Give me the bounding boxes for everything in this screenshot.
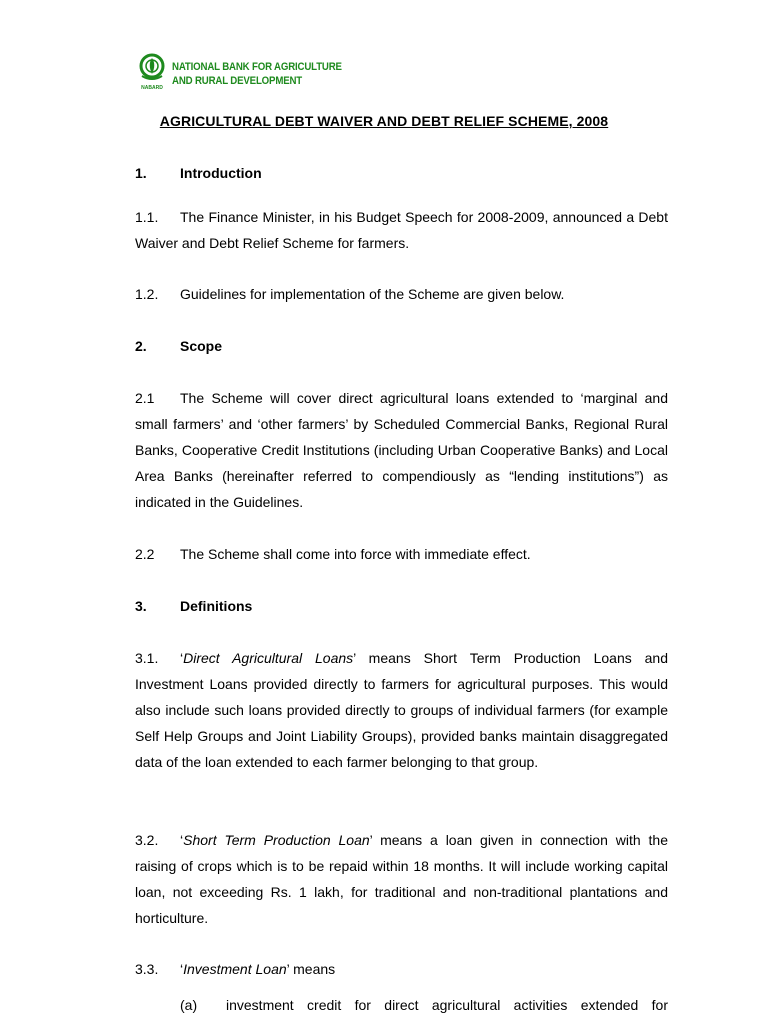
- document-title: AGRICULTURAL DEBT WAIVER AND DEBT RELIEF SCHEME, 2008: [159, 113, 609, 129]
- paragraph-2-2: 2.2 The Scheme shall come into force with immediate effect.: [135, 546, 531, 562]
- organization-name: [172, 60, 342, 88]
- section-3-heading: 3. Definitions: [135, 598, 253, 614]
- paragraph-1-1: 1.1. The Finance Minister, in his Budget Speech for 2008-2009, announced a Debt Waiver and Debt Relief Scheme for farmers.: [135, 209, 668, 251]
- term-short-term-production-loan: Short Term Production Loan: [183, 832, 370, 848]
- term-direct-agricultural-loans: Direct Agricultural Loans: [183, 650, 354, 666]
- paragraph-3-1: 3.1. ‘Direct Agricultural Loans’ means Short Term Production Loans and Investment Loans provided directly to farmers for agricultural purposes. This would also include such loans provided directly to groups of individual farmers (for example Self Help Groups and Joint Liability Groups), provided banks maintain disaggregated data of the loan extended to each farmer belonging to that group.: [135, 650, 669, 770]
- logo-caption: NABARD: [141, 85, 163, 91]
- term-investment-loan: Investment Loan: [183, 961, 287, 977]
- section-1-heading: 1. Introduction: [135, 165, 262, 181]
- nabard-logo: [136, 52, 365, 92]
- section-2-heading: 2. Scope: [135, 338, 223, 354]
- paragraph-3-2: 3.2. ‘Short Term Production Loan’ means a loan given in connection with the raising of crops which is to be repaid within 18 months. It will include working capital loan, not exceeding Rs. 1 lakh, for traditional and non-traditional plantations and horticulture.: [135, 832, 668, 926]
- nabard-emblem-icon: [136, 52, 168, 92]
- paragraph-2-1: 2.1 The Scheme will cover direct agricultural loans extended to ‘marginal and small farmers’ and ‘other farmers’ by Scheduled Commercial Banks, Regional Rural Banks, Cooperative Credit Institutions (including Urban Cooperative Banks) and Local Area Banks (hereinafter referred to compendiously as “lending institutions”) as indicated in the Guidelines.: [135, 390, 668, 510]
- paragraph-1-2: 1.2. Guidelines for implementation of the Scheme are given below.: [135, 286, 565, 302]
- org-line-2: AND RURAL DEVELOPMENT: [172, 75, 303, 87]
- paragraph-3-3: 3.3. ‘Investment Loan’ means: [135, 961, 336, 977]
- org-line-1: NATIONAL BANK FOR AGRICULTURE: [172, 61, 342, 73]
- paragraph-3-3-a: (a) investment credit for direct agricultural activities extended for: [180, 997, 668, 1013]
